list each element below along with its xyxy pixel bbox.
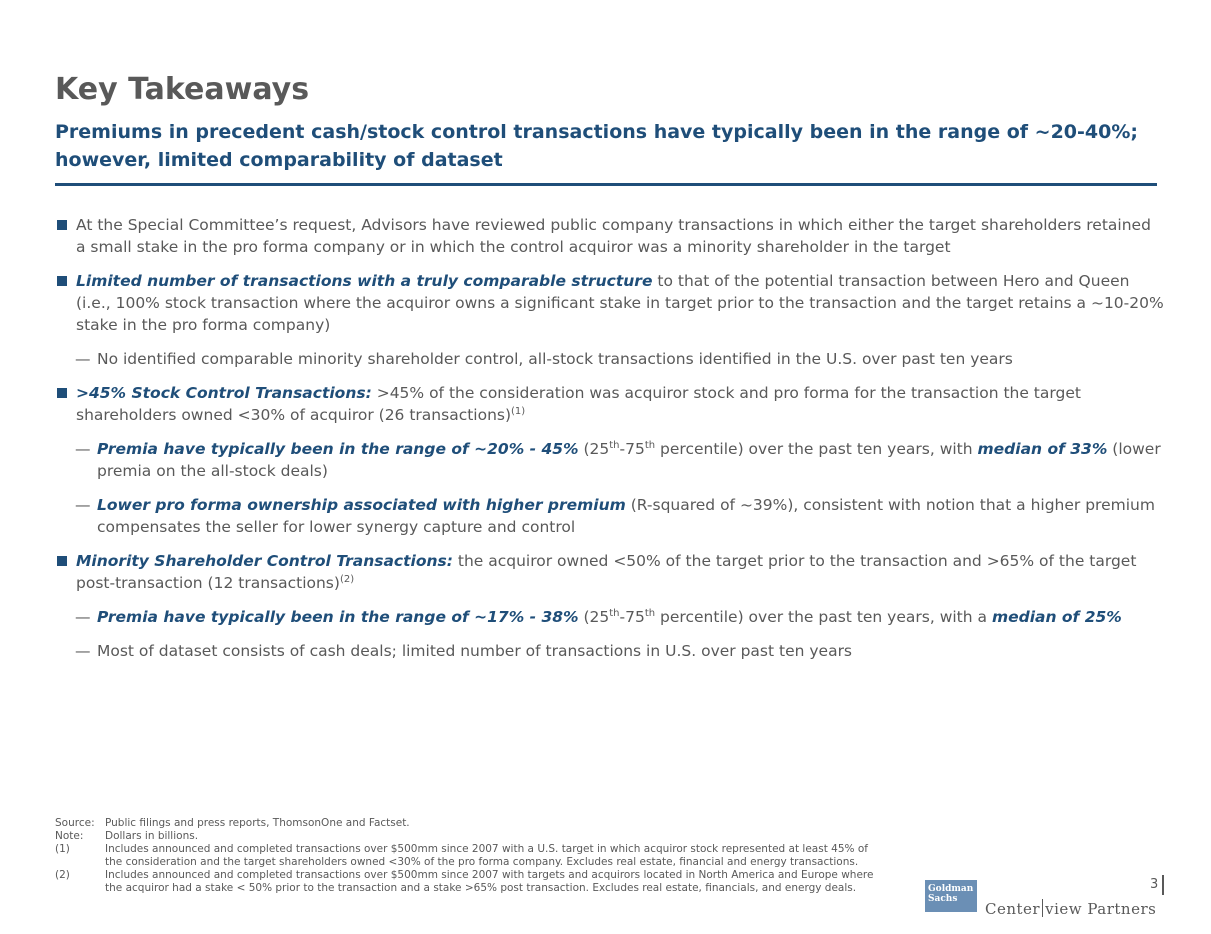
footnote-label: (2) bbox=[55, 869, 70, 881]
ordinal-suffix: th bbox=[609, 607, 620, 619]
footnotes bbox=[55, 817, 875, 895]
bullet-emphasis: Limited number of transactions with a truly comparable structure bbox=[76, 272, 653, 290]
page-number: 3 bbox=[1150, 877, 1159, 892]
footnote-ref: (2) bbox=[339, 573, 355, 585]
footnote-ref: (1) bbox=[511, 405, 526, 417]
bullet-emphasis: >45% Stock Control Transactions: bbox=[76, 384, 372, 402]
square-bullet-icon bbox=[57, 388, 67, 398]
goldman-sachs-logo bbox=[925, 880, 977, 912]
logo-text: Center bbox=[985, 900, 1041, 918]
subbullet-emphasis: Premia have typically been in the range of ~20% - 45% bbox=[97, 440, 579, 458]
bullet-minority-control bbox=[55, 550, 1165, 594]
square-bullet-icon bbox=[57, 276, 67, 286]
bullet-text: to that of the potential transaction between Hero and Queen (i.e., 100% stock transaction where the acquiror owns a significant stake in target prior to the transaction and the target retains a ~10-20% stake in the pro forma company) bbox=[76, 272, 1164, 334]
logo-divider bbox=[1042, 899, 1043, 917]
centerview-partners-logo bbox=[985, 899, 1156, 918]
square-bullet-icon bbox=[57, 556, 67, 566]
bullet-text: >45% of the consideration was acquiror stock and pro forma for the transaction the target shareholders owned <30% of acquiror (26 transactions) bbox=[76, 384, 1081, 424]
bullet-limited-transactions bbox=[55, 270, 1165, 336]
subbullet-pro-forma-ownership bbox=[55, 494, 1165, 538]
subbullet-premia-stock bbox=[55, 438, 1165, 482]
subbullet-emphasis: median of 33% bbox=[977, 440, 1108, 458]
subbullet-text: No identified comparable minority shareholder control, all-stock transactions identified in the U.S. over past ten years bbox=[97, 350, 1013, 368]
page-title: Key Takeaways bbox=[55, 72, 310, 107]
subbullet-text: (25 bbox=[578, 608, 610, 626]
subbullet-text: Most of dataset consists of cash deals; limited number of transactions in U.S. over past ten years bbox=[97, 642, 853, 660]
footnote-text: Includes announced and completed transactions over $500mm since 2007 with a U.S. target in which acquiror stock represented at least 45% of the consideration and the target shareholders owned <30% of the pro forma company. Excludes real estate, financial and energy transactions. bbox=[105, 843, 868, 868]
footnote-1 bbox=[55, 843, 875, 869]
footnote-source bbox=[55, 817, 875, 830]
logo-text: Goldman bbox=[928, 884, 974, 894]
subbullet-emphasis: median of 25% bbox=[991, 608, 1122, 626]
dash-bullet-icon: — bbox=[75, 608, 91, 626]
subbullet-text: percentile) over the past ten years, with bbox=[655, 440, 978, 458]
takeaways-list bbox=[55, 214, 1165, 662]
square-bullet-icon bbox=[57, 220, 67, 230]
bullet-stock-control bbox=[55, 382, 1165, 426]
bullet-text: At the Special Committee’s request, Advisors have reviewed public company transactions in which either the target shareholders retained a small stake in the pro forma company or in which the control acquiror was a minority shareholder in the target bbox=[76, 216, 1151, 256]
dash-bullet-icon: — bbox=[75, 642, 91, 660]
ordinal-suffix: th bbox=[609, 439, 620, 451]
subbullet-text: -75 bbox=[619, 608, 645, 626]
subbullet-no-comparable bbox=[55, 348, 1165, 370]
footnote-label: Source: bbox=[55, 817, 95, 829]
page-number-bar bbox=[1162, 875, 1164, 895]
subbullet-premia-minority bbox=[55, 606, 1165, 628]
dash-bullet-icon: — bbox=[75, 496, 91, 514]
bullet-emphasis: Minority Shareholder Control Transactions: bbox=[76, 552, 453, 570]
logo-text: view Partners bbox=[1045, 900, 1157, 918]
title-divider bbox=[55, 183, 1157, 186]
page-subtitle: Premiums in precedent cash/stock control transactions have typically been in the range of ~20-40%; however, limited comparability of dataset bbox=[55, 121, 1138, 171]
subbullet-emphasis: Lower pro forma ownership associated with higher premium bbox=[97, 496, 626, 514]
footnote-label: Note: bbox=[55, 830, 84, 842]
footnote-text: Dollars in billions. bbox=[105, 830, 199, 842]
footnote-text: Includes announced and completed transactions over $500mm since 2007 with targets and acquirors located in North America and Europe where the acquiror had a stake < 50% prior to the transaction and a stake >65% post transaction. Excludes real estate, financials, and energy deals. bbox=[105, 869, 874, 894]
bullet-text: the acquiror owned <50% of the target prior to the transaction and >65% of the target post-transaction (12 transactions) bbox=[76, 552, 1137, 592]
footnote-text: Public filings and press reports, ThomsonOne and Factset. bbox=[105, 817, 410, 829]
ordinal-suffix: th bbox=[644, 439, 656, 451]
subbullet-text: (lower premia on the all-stock deals) bbox=[97, 440, 1161, 480]
dash-bullet-icon: — bbox=[75, 440, 91, 458]
subbullet-text: (R-squared of ~39%), consistent with notion that a higher premium compensates the seller for lower synergy capture and control bbox=[97, 496, 1155, 536]
footnote-label: (1) bbox=[55, 843, 70, 855]
subbullet-emphasis: Premia have typically been in the range of ~17% - 38% bbox=[97, 608, 579, 626]
subbullet-cash-deals bbox=[55, 640, 1165, 662]
subbullet-text: (25 bbox=[578, 440, 610, 458]
subbullet-text: percentile) over the past ten years, with a bbox=[655, 608, 992, 626]
bullet-special-committee bbox=[55, 214, 1165, 258]
footnote-2 bbox=[55, 869, 875, 895]
dash-bullet-icon: — bbox=[75, 350, 91, 368]
ordinal-suffix: th bbox=[644, 607, 656, 619]
subbullet-text: -75 bbox=[619, 440, 645, 458]
logo-text: Sachs bbox=[928, 894, 958, 904]
footnote-note bbox=[55, 830, 875, 843]
